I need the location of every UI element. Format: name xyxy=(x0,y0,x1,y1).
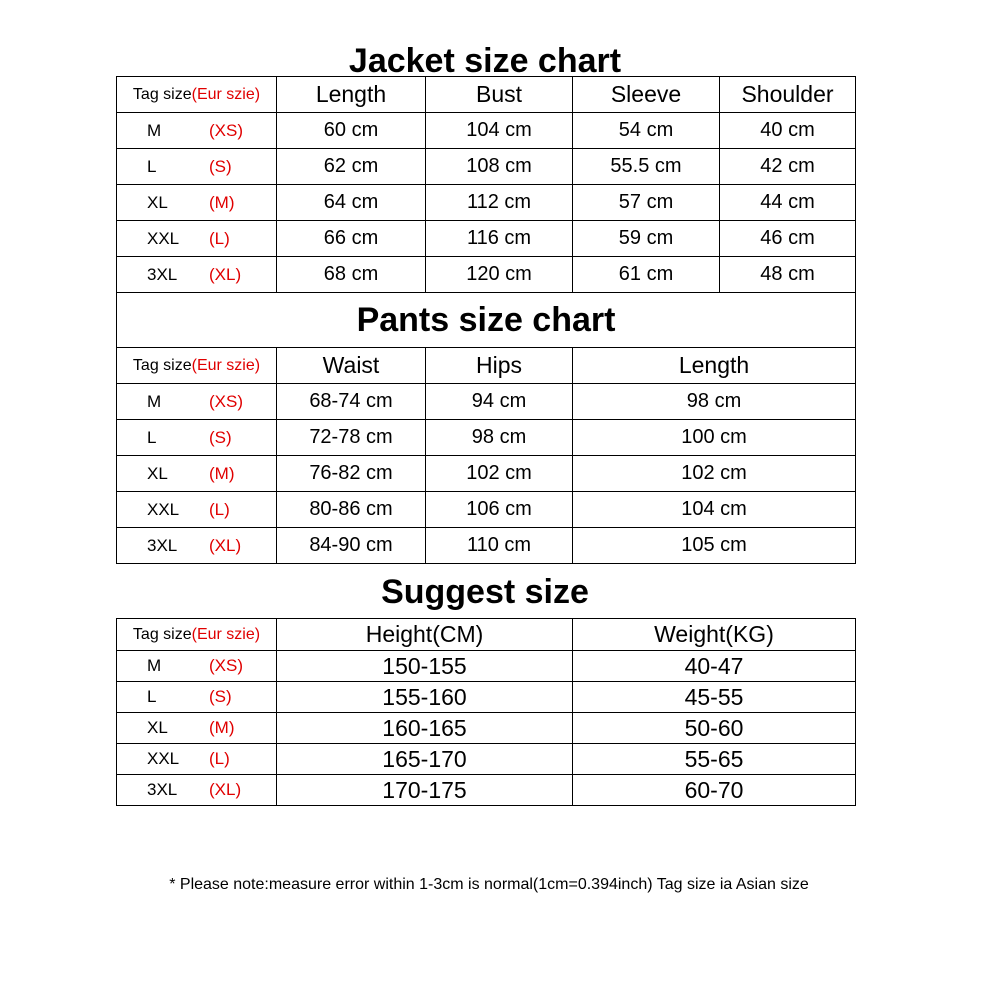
table-header-row xyxy=(117,77,856,113)
table-row xyxy=(117,651,856,682)
value-cell: 44 cm xyxy=(720,185,856,221)
table-row xyxy=(117,113,856,149)
value-cell: 64 cm xyxy=(277,185,426,221)
measurement-note: * Please note:measure error within 1-3cm is normal(1cm=0.394inch) Tag size ia Asian size xyxy=(169,876,809,893)
value-cell: 100 cm xyxy=(573,420,856,456)
tag-size-header: Tag size(Eur szie) xyxy=(117,77,277,113)
value-cell: 40-47 xyxy=(573,651,856,682)
column-header: Bust xyxy=(426,77,573,113)
value-cell: 55.5 cm xyxy=(573,149,720,185)
table-header-row xyxy=(117,619,856,651)
value-cell: 108 cm xyxy=(426,149,573,185)
value-cell: 50-60 xyxy=(573,713,856,744)
value-cell: 116 cm xyxy=(426,221,573,257)
value-cell: 61 cm xyxy=(573,257,720,293)
value-cell: 104 cm xyxy=(573,492,856,528)
value-cell: 98 cm xyxy=(426,420,573,456)
table-row xyxy=(117,420,856,456)
value-cell: 98 cm xyxy=(573,384,856,420)
column-header: Weight(KG) xyxy=(573,619,856,651)
column-header: Hips xyxy=(426,348,573,384)
value-cell: 76-82 cm xyxy=(277,456,426,492)
value-cell: 110 cm xyxy=(426,528,573,564)
table-row xyxy=(117,682,856,713)
tag-size-cell: L (S) xyxy=(117,682,277,713)
tag-size-cell: XL (M) xyxy=(117,185,277,221)
value-cell: 72-78 cm xyxy=(277,420,426,456)
tag-size-header: Tag size(Eur szie) xyxy=(117,619,277,651)
value-cell: 59 cm xyxy=(573,221,720,257)
value-cell: 62 cm xyxy=(277,149,426,185)
value-cell: 106 cm xyxy=(426,492,573,528)
tag-size-cell: XXL (L) xyxy=(117,744,277,775)
value-cell: 165-170 xyxy=(277,744,573,775)
value-cell: 48 cm xyxy=(720,257,856,293)
tag-size-cell: 3XL (XL) xyxy=(117,257,277,293)
value-cell: 55-65 xyxy=(573,744,856,775)
column-header: Length xyxy=(277,77,426,113)
value-cell: 150-155 xyxy=(277,651,573,682)
table-row xyxy=(117,775,856,806)
tag-size-cell: 3XL (XL) xyxy=(117,528,277,564)
value-cell: 57 cm xyxy=(573,185,720,221)
jacket-chart-title: Jacket size chart xyxy=(348,42,622,80)
value-cell: 102 cm xyxy=(426,456,573,492)
value-cell: 68 cm xyxy=(277,257,426,293)
value-cell: 45-55 xyxy=(573,682,856,713)
value-cell: 112 cm xyxy=(426,185,573,221)
column-header: Waist xyxy=(277,348,426,384)
tag-size-cell: XXL (L) xyxy=(117,221,277,257)
table-row xyxy=(117,744,856,775)
table-row xyxy=(117,528,856,564)
pants-title-row xyxy=(117,293,856,348)
suggest-size-title: Suggest size xyxy=(381,573,589,611)
value-cell: 170-175 xyxy=(277,775,573,806)
value-cell: 68-74 cm xyxy=(277,384,426,420)
tag-size-cell: M (XS) xyxy=(117,651,277,682)
value-cell: 105 cm xyxy=(573,528,856,564)
tag-size-cell: 3XL (XL) xyxy=(117,775,277,806)
column-header: Sleeve xyxy=(573,77,720,113)
table-row xyxy=(117,384,856,420)
table-row xyxy=(117,221,856,257)
table-row xyxy=(117,257,856,293)
table-row xyxy=(117,185,856,221)
value-cell: 60-70 xyxy=(573,775,856,806)
column-header: Height(CM) xyxy=(277,619,573,651)
tag-size-cell: M (XS) xyxy=(117,384,277,420)
tag-size-cell: M (XS) xyxy=(117,113,277,149)
table-header-row xyxy=(117,348,856,384)
value-cell: 160-165 xyxy=(277,713,573,744)
tag-size-cell: L (S) xyxy=(117,420,277,456)
value-cell: 46 cm xyxy=(720,221,856,257)
jacket-size-table xyxy=(116,76,856,293)
value-cell: 155-160 xyxy=(277,682,573,713)
value-cell: 54 cm xyxy=(573,113,720,149)
value-cell: 102 cm xyxy=(573,456,856,492)
table-row xyxy=(117,149,856,185)
value-cell: 104 cm xyxy=(426,113,573,149)
value-cell: 120 cm xyxy=(426,257,573,293)
table-row xyxy=(117,456,856,492)
tag-size-cell: XL (M) xyxy=(117,456,277,492)
value-cell: 60 cm xyxy=(277,113,426,149)
table-row xyxy=(117,492,856,528)
pants-size-table xyxy=(116,292,856,564)
value-cell: 94 cm xyxy=(426,384,573,420)
value-cell: 84-90 cm xyxy=(277,528,426,564)
suggest-size-table xyxy=(116,618,856,806)
tag-size-cell: XL (M) xyxy=(117,713,277,744)
column-header: Shoulder xyxy=(720,77,856,113)
column-header: Length xyxy=(573,348,856,384)
tag-size-header: Tag size(Eur szie) xyxy=(117,348,277,384)
tag-size-cell: L (S) xyxy=(117,149,277,185)
pants-chart-title: Pants size chart xyxy=(117,293,856,348)
table-row xyxy=(117,713,856,744)
value-cell: 66 cm xyxy=(277,221,426,257)
value-cell: 40 cm xyxy=(720,113,856,149)
tag-size-cell: XXL (L) xyxy=(117,492,277,528)
value-cell: 42 cm xyxy=(720,149,856,185)
value-cell: 80-86 cm xyxy=(277,492,426,528)
